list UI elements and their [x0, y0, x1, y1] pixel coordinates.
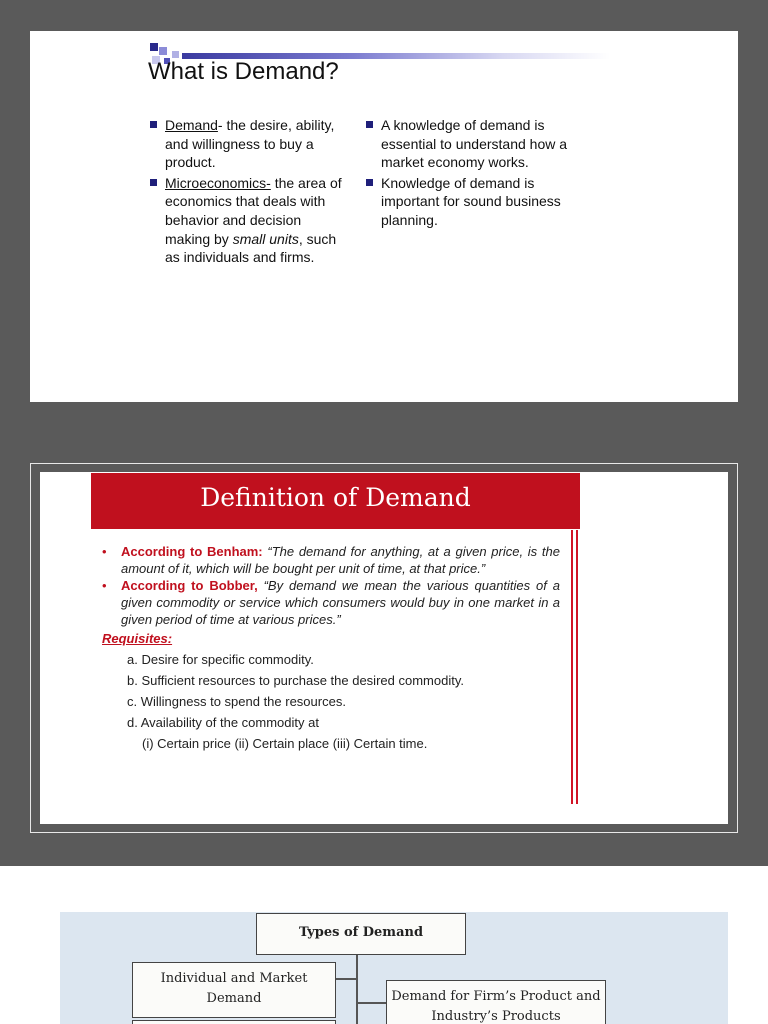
requisite-a: a. Desire for specific commodity.	[127, 652, 314, 667]
bobber-point	[100, 577, 560, 628]
bobber-label: According to Bobber,	[121, 578, 258, 593]
bullet-microeconomics	[147, 174, 347, 267]
bullet-knowledge-planning	[363, 174, 577, 230]
requisite-d: d. Availability of the commodity at	[127, 715, 319, 730]
square-bullet-icon	[366, 179, 373, 186]
vertical-rule	[576, 530, 578, 804]
requisite-c: c. Willingness to spend the resources.	[127, 694, 346, 709]
requisite-b: b. Sufficient resources to purchase the desired commodity.	[127, 673, 464, 688]
chart-firm-industry-label: Demand for Firm’s Product and Industry’s Products	[391, 989, 601, 1024]
bullet-knowledge-economy	[363, 116, 577, 172]
square-bullet-icon	[150, 121, 157, 128]
chart-lower-box	[132, 1020, 336, 1024]
slide-1-title: What is Demand?	[148, 58, 339, 85]
knowledge-planning-text: Knowledge of demand is important for sound business planning.	[381, 174, 561, 228]
types-of-demand-chart	[60, 912, 728, 1024]
requisites-heading: Requisites:	[102, 631, 173, 646]
benham-quote: “The demand for anything, at a given price, is the amount of it, which will be bought per unit of time, at that price.”	[121, 544, 560, 576]
bullet-dot-icon: •	[102, 578, 107, 593]
chart-root-label: Types of Demand	[298, 925, 424, 940]
chart-individual-market-box	[132, 962, 336, 1018]
chart-connector	[358, 1002, 386, 1004]
micro-definition-italic: small units	[232, 230, 299, 247]
term-microeconomics: Microeconomics-	[165, 174, 271, 191]
micro-definition-b: , such as individuals and firms.	[165, 230, 337, 266]
square-bullet-icon	[366, 121, 373, 128]
slide-2-title: Definition of Demand	[200, 483, 471, 512]
term-demand: Demand	[165, 117, 218, 133]
bullet-dot-icon: •	[102, 544, 107, 559]
slide-2-header	[91, 473, 580, 529]
benham-label: According to Benham:	[121, 544, 263, 559]
slide-2-body	[100, 543, 560, 752]
bullet-demand	[147, 116, 347, 172]
demand-definition: - the desire, ability, and willingness to buy a product.	[165, 117, 335, 171]
chart-connector	[356, 953, 358, 1024]
chart-connector	[336, 978, 356, 980]
bobber-quote: “By demand we mean the various quantities of a given commodity or service which consumers would buy in one market in a given period of time at various prices.”	[121, 578, 560, 627]
chart-root-box	[256, 913, 466, 955]
requisite-d-detail: (i) Certain price (ii) Certain place (iii) Certain time.	[142, 736, 428, 751]
slide-1-right-column	[363, 116, 577, 232]
square-bullet-icon	[150, 179, 157, 186]
chart-individual-market-label: Individual and Market Demand	[160, 971, 308, 1006]
vertical-rule	[571, 530, 573, 804]
knowledge-economy-text: A knowledge of demand is essential to understand how a market economy works.	[381, 117, 568, 171]
chart-firm-industry-box	[386, 980, 606, 1024]
slide-1-left-column	[147, 116, 347, 269]
micro-definition-a: the area of economics that deals with behavior and decision making by	[165, 174, 342, 247]
benham-point	[100, 543, 560, 577]
